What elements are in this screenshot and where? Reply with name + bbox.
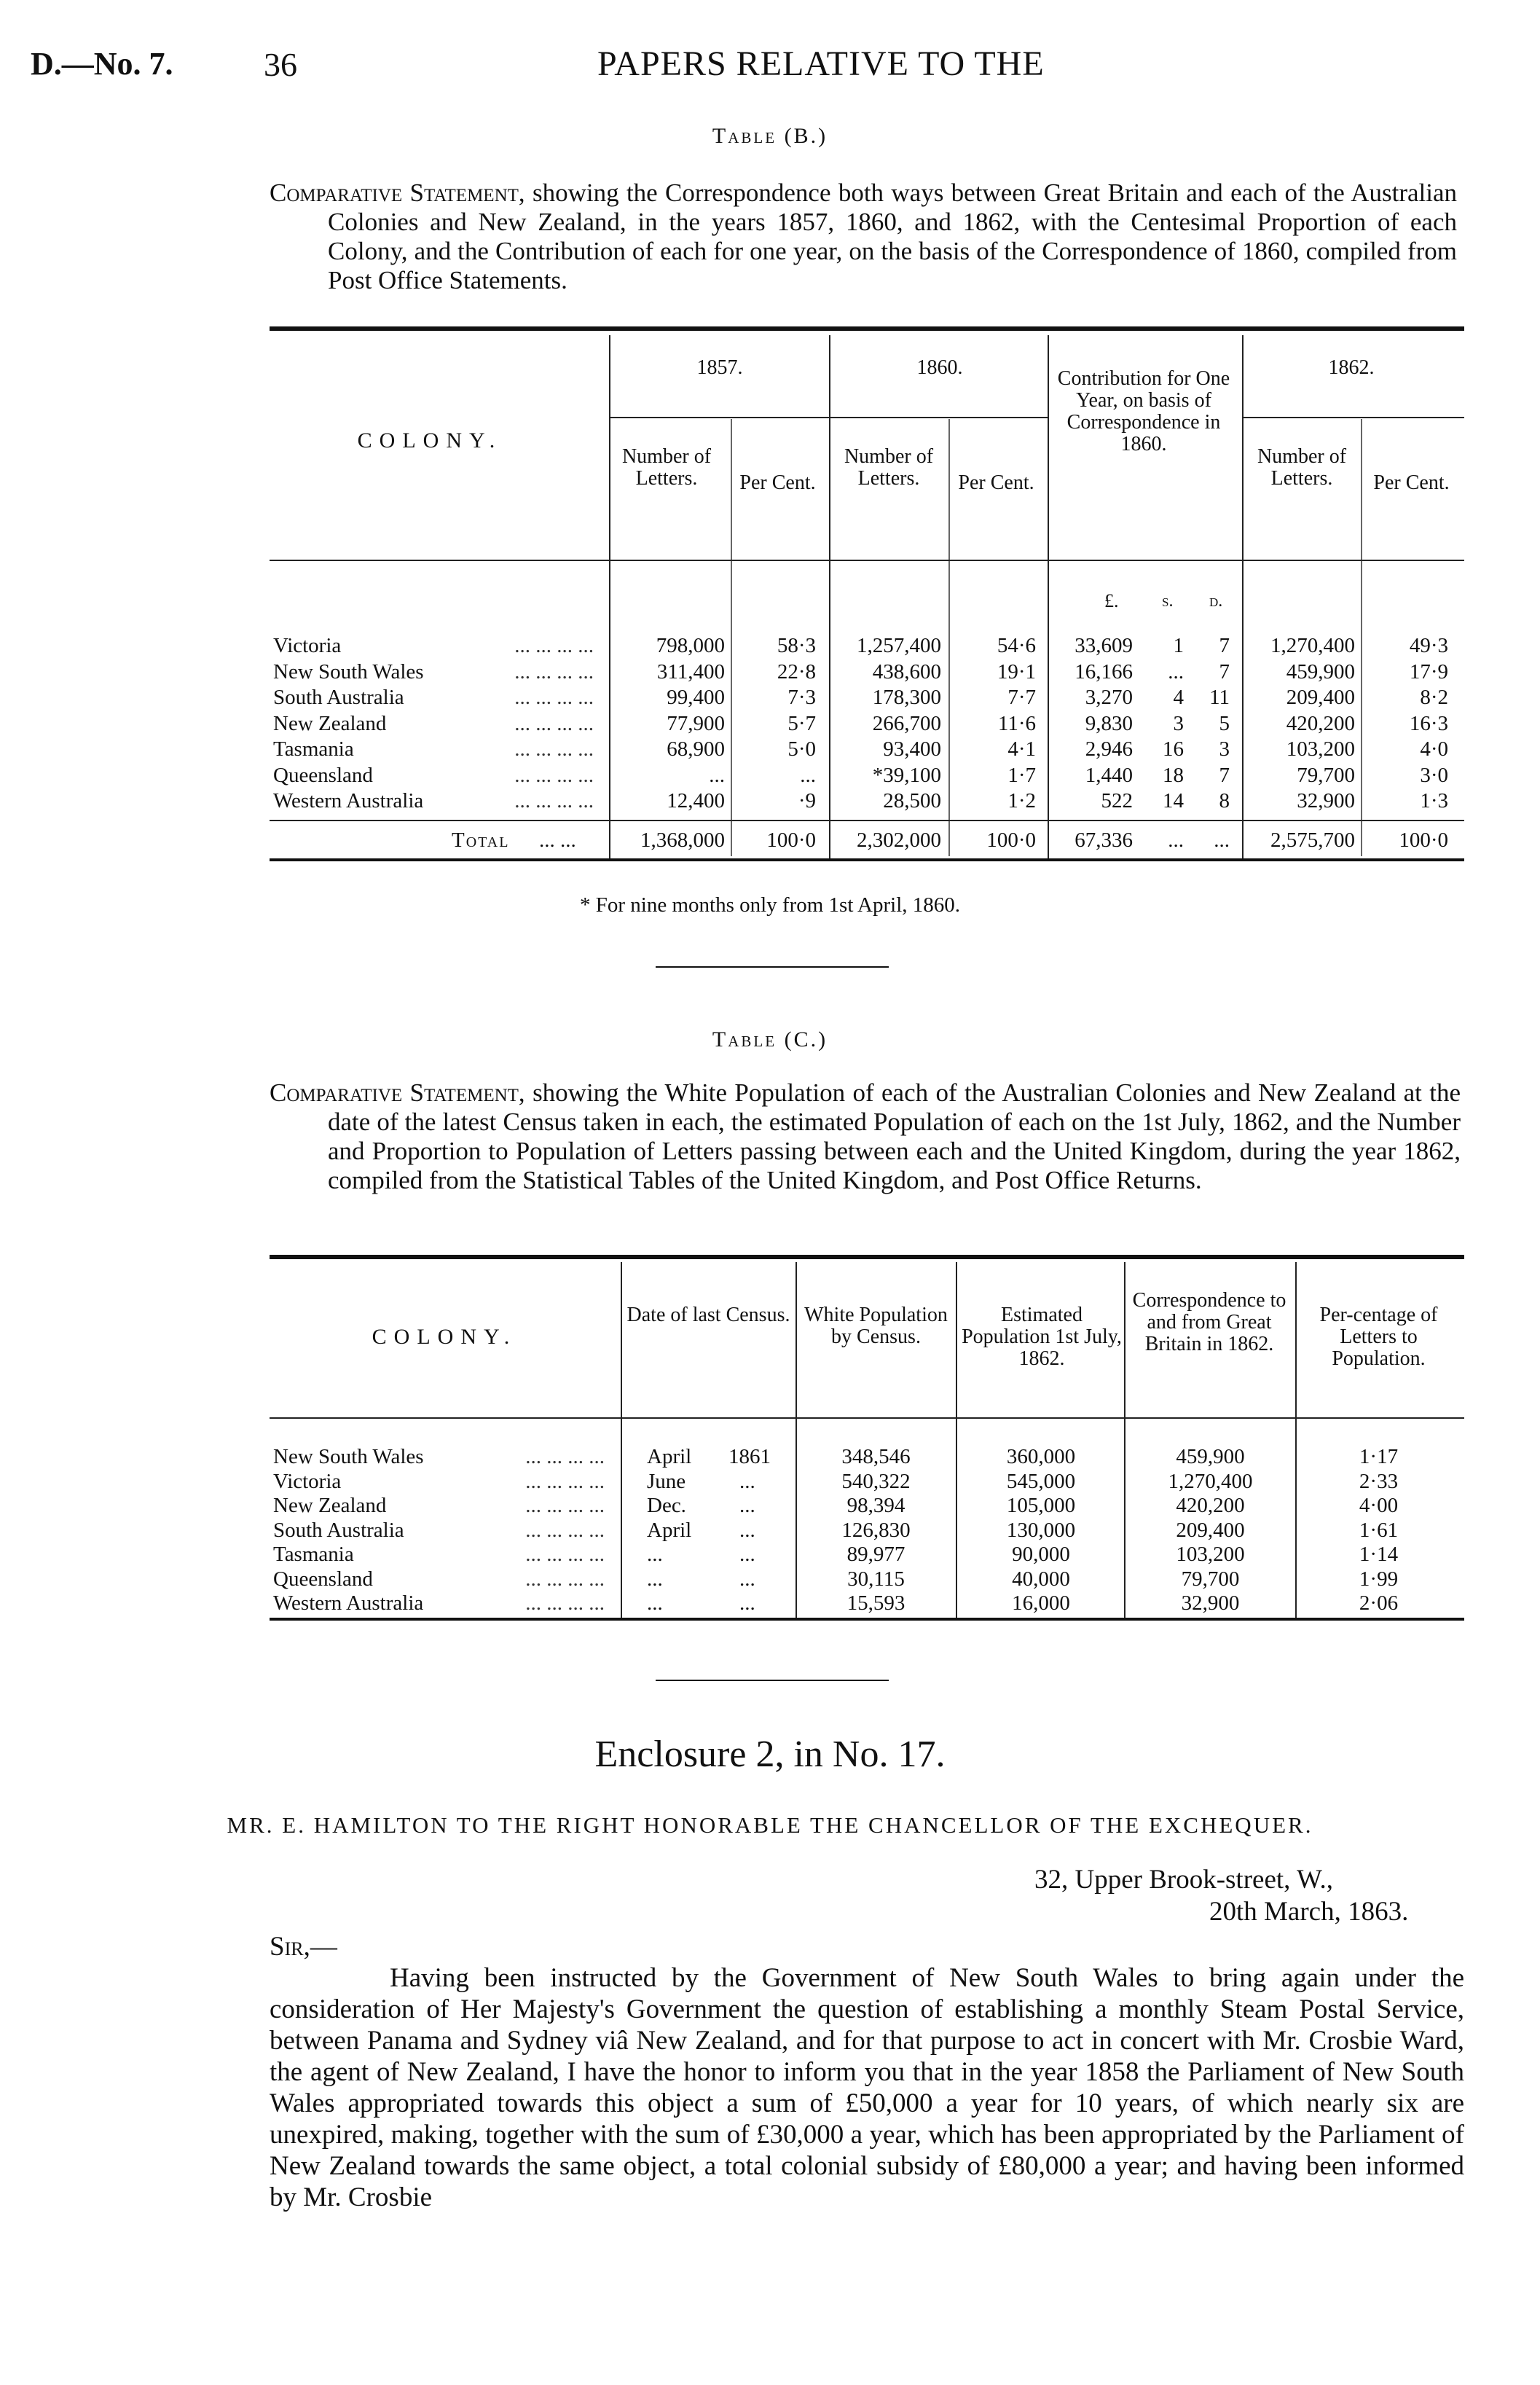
table-b-pence: 7 xyxy=(1219,659,1230,684)
table-c-correspondence: 420,200 xyxy=(1176,1494,1245,1517)
table-c-white-population: 89,977 xyxy=(846,1543,905,1566)
table-c-census-month: ... xyxy=(647,1591,663,1615)
table-b-1860-percent: 7·7 xyxy=(1007,686,1036,709)
table-c-colony-name: Queensland xyxy=(273,1567,373,1591)
table-b-1862-letters: 420,200 xyxy=(1286,711,1355,735)
table-b-1857-percent-header: Per Cent. xyxy=(739,471,816,494)
table-c-colony-name: South Australia xyxy=(273,1518,404,1542)
table-b-year-1862: 1862. xyxy=(1328,356,1375,379)
table-b-1860-percent: 19·1 xyxy=(997,659,1036,684)
table-b-total-pounds: 67,336 xyxy=(1075,829,1133,852)
table-b-1860-percent: 1·7 xyxy=(1007,763,1036,787)
table-b-1862-percent: 49·3 xyxy=(1409,634,1448,657)
table-c-white-population: 30,115 xyxy=(847,1567,905,1591)
table-b-total-label: Total xyxy=(452,829,510,852)
table-c-estimated-population: 40,000 xyxy=(1012,1567,1070,1591)
table-c-white-population: 540,322 xyxy=(841,1469,911,1493)
table-c-divider xyxy=(795,1262,797,1619)
table-c-colony-name: Tasmania xyxy=(273,1543,354,1566)
table-c-caption-text: showing the White Population of each of the Australian Colonies and New Zealand at the date of the latest Census taken in each, the estimated Population of each on the 1st July, 1862, and the Number and Proportion to Population of Letters passing between each and the United Kingdom, during the year 1862, compiled from the Statistical Tables of the United Kingdom, and Post Office Returns. xyxy=(328,1078,1461,1194)
table-c-date-header: Date of last Census. xyxy=(626,1304,790,1326)
table-c-percentage: 1·99 xyxy=(1359,1567,1399,1591)
table-b-1862-letters-header: Number of Letters. xyxy=(1257,445,1347,490)
table-b-pence: 3 xyxy=(1219,737,1230,761)
table-b-total-1860-percent: 100·0 xyxy=(986,829,1036,852)
table-b-leader-dots: ... ... ... ... xyxy=(514,763,594,787)
table-b-1862-percent: 1·3 xyxy=(1420,789,1448,812)
table-b-pence: 7 xyxy=(1219,763,1230,787)
table-c-estimated-population: 130,000 xyxy=(1006,1518,1076,1542)
table-b-leader-dots: ... ... ... ... xyxy=(514,789,594,812)
table-c-correspondence: 459,900 xyxy=(1176,1445,1245,1468)
page-title: PAPERS RELATIVE TO THE xyxy=(597,44,1045,83)
table-b-colony-name: South Australia xyxy=(273,686,404,709)
table-c-census-year: ... xyxy=(739,1518,755,1542)
letter-body: Having been instructed by the Government of New South Wales to bring again under the consideration of Her Majesty's Government the question of establishing a monthly Steam Postal Service, between Panama and Sydney viâ New Zealand, and for that purpose to act in concert with Mr. Crosbie Ward, the agent of New Zealand, I have the honor to inform you that in the year 1858 the Parliament of New South Wales appropriated towards this object a sum of £50,000 a year for 10 years, of which nearly six are unexpired, making, together with the sum of £30,000 a year, which has been appropriated by the Parliament of New Zealand towards the same object, a total colonial subsidy of £80,000 a year; and having been informed by Mr. Crosbie xyxy=(270,1963,1464,2212)
table-b-colony-name: New South Wales xyxy=(273,659,424,684)
table-c-census-year: ... xyxy=(739,1469,755,1493)
table-b-1862-letters: 459,900 xyxy=(1286,659,1355,684)
table-b-colony-name: New Zealand xyxy=(273,711,387,735)
table-c-census-year: ... xyxy=(739,1591,755,1615)
table-c-census-month: April xyxy=(647,1445,692,1468)
table-b-total-rule xyxy=(270,820,1464,821)
table-b-year-1860: 1860. xyxy=(916,356,963,379)
table-c-census-month: ... xyxy=(647,1543,663,1566)
table-b-1860-letters-header: Number of Letters. xyxy=(844,445,934,490)
table-b-leader-dots: ... ... ... ... xyxy=(514,737,594,761)
table-b-1860-letters: *39,100 xyxy=(872,763,941,787)
table-b-1862-letters: 1,270,400 xyxy=(1270,634,1355,657)
table-b-pounds: 33,609 xyxy=(1075,634,1133,657)
table-b-1857-percent: 7·3 xyxy=(787,686,816,709)
table-b-leader-dots: ... ... xyxy=(539,829,576,852)
table-b-leader-dots: ... ... ... ... xyxy=(514,634,594,657)
table-b-pounds: 1,440 xyxy=(1085,763,1133,787)
table-b-1857-letters: 77,900 xyxy=(667,711,725,735)
table-b-total-1860-letters: 2,302,000 xyxy=(857,829,941,852)
table-c-estimated-population: 545,000 xyxy=(1006,1469,1076,1493)
table-b-subrule xyxy=(1244,417,1464,418)
letter-place: 32, Upper Brook-street, W., xyxy=(1034,1865,1334,1895)
table-b-contribution-header: Contribution for One Year, on basis of Correspondence in 1860. xyxy=(1057,367,1230,455)
table-b-1860-letters: 266,700 xyxy=(872,711,941,735)
table-b-pounds-unit: £. xyxy=(1104,590,1119,611)
table-c-correspondence: 32,900 xyxy=(1181,1591,1240,1615)
page-number: 36 xyxy=(264,46,297,83)
table-c-leader-dots: ... ... ... ... xyxy=(525,1567,605,1591)
table-b-1862-percent: 16·3 xyxy=(1409,711,1448,735)
table-c-estimated-population: 360,000 xyxy=(1006,1445,1076,1468)
table-b-label: Table (B.) xyxy=(712,124,828,148)
table-b-1860-percent: 54·6 xyxy=(997,634,1036,657)
table-b-1862-percent: 4·0 xyxy=(1420,737,1448,761)
table-b-pence: 11 xyxy=(1209,686,1230,709)
table-b-pounds: 2,946 xyxy=(1085,737,1133,761)
table-c-estimated-population: 16,000 xyxy=(1012,1591,1070,1615)
table-c-top-rule xyxy=(270,1255,1464,1259)
table-c-census-year: ... xyxy=(739,1567,755,1591)
table-b-divider xyxy=(1242,335,1244,860)
table-c-census-year: 1861 xyxy=(728,1445,771,1468)
table-b-pence: 8 xyxy=(1219,789,1230,812)
table-b-1857-letters: 12,400 xyxy=(667,789,725,812)
table-b-divider xyxy=(1361,419,1362,856)
table-b-year-1857: 1857. xyxy=(696,356,743,379)
table-b-1857-percent: ... xyxy=(800,763,816,787)
table-b-1857-letters: 798,000 xyxy=(656,634,725,657)
table-b-1862-percent: 17·9 xyxy=(1409,659,1448,684)
table-c-percentage-header: Per-centage of Letters to Population. xyxy=(1319,1304,1438,1370)
enclosure-title: Enclosure 2, in No. 17. xyxy=(594,1734,946,1775)
table-b-header-rule xyxy=(270,560,1464,561)
table-b-pence: 5 xyxy=(1219,711,1230,735)
table-c-percentage: 1·61 xyxy=(1359,1518,1399,1542)
table-b-caption xyxy=(270,179,1457,295)
table-b-1857-percent: 5·0 xyxy=(787,737,816,761)
table-b-colony-name: Queensland xyxy=(273,763,373,787)
table-b-1857-percent: 58·3 xyxy=(777,634,816,657)
table-b-1860-percent: 1·2 xyxy=(1007,789,1036,812)
table-b-1860-letters: 28,500 xyxy=(883,789,941,812)
table-c-correspondence-header: Correspondence to and from Great Britain in 1862. xyxy=(1132,1289,1286,1355)
table-c-census-month: ... xyxy=(647,1567,663,1591)
table-c-white-population: 348,546 xyxy=(841,1445,911,1468)
document-reference: D.—No. 7. xyxy=(31,46,173,82)
table-b-1862-letters: 32,900 xyxy=(1297,789,1355,812)
table-c-leader-dots: ... ... ... ... xyxy=(525,1591,605,1615)
table-b-1862-letters: 79,700 xyxy=(1297,763,1355,787)
table-b-pounds: 9,830 xyxy=(1085,711,1133,735)
table-b-1860-letters: 1,257,400 xyxy=(857,634,941,657)
table-b-1857-letters-header: Number of Letters. xyxy=(621,445,712,490)
table-b-1860-letters: 178,300 xyxy=(872,686,941,709)
table-c-divider xyxy=(621,1262,622,1619)
table-b-1857-letters: 68,900 xyxy=(667,737,725,761)
table-b-total-1862-letters: 2,575,700 xyxy=(1270,829,1355,852)
table-b-1857-letters: 311,400 xyxy=(656,659,725,684)
table-c-leader-dots: ... ... ... ... xyxy=(525,1518,605,1542)
table-c-percentage: 2·33 xyxy=(1359,1469,1399,1493)
table-b-subrule xyxy=(830,417,1048,418)
table-c-leader-dots: ... ... ... ... xyxy=(525,1469,605,1493)
table-b-pence: 7 xyxy=(1219,634,1230,657)
letter-address: MR. E. HAMILTON TO THE RIGHT HONORABLE THE CHANCELLOR OF THE EXCHEQUER. xyxy=(227,1812,1313,1838)
table-b-colony-name: Tasmania xyxy=(273,737,354,761)
table-c-colony-name: Victoria xyxy=(273,1469,342,1493)
table-b-leader-dots: ... ... ... ... xyxy=(514,659,594,684)
table-c-colony-name: Western Australia xyxy=(273,1591,424,1615)
table-b-leader-dots: ... ... ... ... xyxy=(514,711,594,735)
table-c-estimated-header: Estimated Population 1st July, 1862. xyxy=(962,1304,1122,1370)
table-b-divider xyxy=(948,419,950,856)
table-b-total-1857-letters: 1,368,000 xyxy=(640,829,725,852)
table-c-label: Table (C.) xyxy=(712,1027,828,1051)
table-b-total-shillings: ... xyxy=(1168,829,1184,852)
table-c-header-rule xyxy=(270,1417,1464,1419)
table-c-white-population: 15,593 xyxy=(846,1591,905,1615)
table-b-total-pence: ... xyxy=(1214,829,1230,852)
table-b-divider xyxy=(609,335,610,860)
table-b-1860-percent: 11·6 xyxy=(997,711,1036,735)
table-b-1862-letters: 103,200 xyxy=(1286,737,1355,761)
table-c-percentage: 4·00 xyxy=(1359,1494,1399,1517)
table-c-census-month: Dec. xyxy=(647,1494,686,1517)
table-c-leader-dots: ... ... ... ... xyxy=(525,1543,605,1566)
table-c-white-header: White Population by Census. xyxy=(804,1304,948,1348)
table-b-1862-percent: 8·2 xyxy=(1420,686,1448,709)
table-b-shillings: 18 xyxy=(1163,763,1184,787)
table-b-shillings: ... xyxy=(1168,659,1184,684)
table-b-caption-lead: Comparative Statement, xyxy=(270,179,525,207)
table-b-caption-text: showing the Correspondence both ways between Great Britain and each of the Australian Colonies and New Zealand, in the years 1857, 1860, and 1862, with the Centesimal Proportion of each Colony, and the Contribution of each for one year, on the basis of the Correspondence of 1860, compiled from Post Office Statements. xyxy=(328,179,1457,294)
table-c-correspondence: 103,200 xyxy=(1176,1543,1245,1566)
table-b-1857-letters: ... xyxy=(709,763,725,787)
table-b-divider xyxy=(731,419,732,856)
table-c-census-year: ... xyxy=(739,1543,755,1566)
letter-salutation: Sir,— xyxy=(270,1932,337,1962)
table-b-1860-percent: 4·1 xyxy=(1007,737,1036,761)
table-b-1862-letters: 209,400 xyxy=(1286,686,1355,709)
table-b-bottom-rule xyxy=(270,858,1464,861)
table-b-divider xyxy=(829,335,830,860)
table-c-census-month: June xyxy=(647,1469,686,1493)
table-b-top-rule xyxy=(270,326,1464,331)
table-b-pounds: 3,270 xyxy=(1085,686,1133,709)
table-c-caption-lead: Comparative Statement, xyxy=(270,1078,525,1107)
table-b-1860-letters: 93,400 xyxy=(883,737,941,761)
table-c-caption xyxy=(270,1078,1461,1195)
table-c-colony-name: New Zealand xyxy=(273,1494,387,1517)
separator xyxy=(656,966,889,968)
table-c-white-population: 126,830 xyxy=(841,1518,911,1542)
table-b-divider xyxy=(1048,335,1049,860)
table-b-shillings-unit: s. xyxy=(1162,592,1174,611)
table-b-total-1857-percent: 100·0 xyxy=(766,829,816,852)
table-c-white-population: 98,394 xyxy=(846,1494,905,1517)
table-b-shillings: 4 xyxy=(1173,686,1184,709)
table-b-1860-percent-header: Per Cent. xyxy=(958,471,1034,494)
table-c-correspondence: 209,400 xyxy=(1176,1518,1245,1542)
table-b-footnote: * For nine months only from 1st April, 1860. xyxy=(580,893,960,917)
table-b-colony-header: COLONY. xyxy=(357,428,503,453)
table-c-percentage: 2·06 xyxy=(1359,1591,1399,1615)
table-c-estimated-population: 105,000 xyxy=(1006,1494,1076,1517)
table-c-leader-dots: ... ... ... ... xyxy=(525,1445,605,1468)
table-b-1860-letters: 438,600 xyxy=(872,659,941,684)
table-c-percentage: 1·14 xyxy=(1359,1543,1399,1566)
table-c-correspondence: 79,700 xyxy=(1181,1567,1240,1591)
table-b-shillings: 14 xyxy=(1163,789,1184,812)
letter-date: 20th March, 1863. xyxy=(1209,1897,1409,1927)
table-c-census-month: April xyxy=(647,1518,692,1542)
table-b-1857-letters: 99,400 xyxy=(667,686,725,709)
table-b-shillings: 3 xyxy=(1173,711,1184,735)
table-b-pounds: 522 xyxy=(1101,789,1133,812)
table-c-estimated-population: 90,000 xyxy=(1012,1543,1070,1566)
separator xyxy=(656,1680,889,1681)
table-b-1857-percent: 5·7 xyxy=(787,711,816,735)
table-b-total-1862-percent: 100·0 xyxy=(1399,829,1448,852)
table-c-census-year: ... xyxy=(739,1494,755,1517)
table-b-shillings: 1 xyxy=(1173,634,1184,657)
table-b-1857-percent: 22·8 xyxy=(777,659,816,684)
table-c-divider xyxy=(956,1262,957,1619)
table-b-shillings: 16 xyxy=(1163,737,1184,761)
table-b-1862-percent: 3·0 xyxy=(1420,763,1448,787)
table-c-colony-name: New South Wales xyxy=(273,1445,424,1468)
table-b-colony-name: Victoria xyxy=(273,634,342,657)
table-c-percentage: 1·17 xyxy=(1359,1445,1399,1468)
table-b-leader-dots: ... ... ... ... xyxy=(514,686,594,709)
table-b-colony-name: Western Australia xyxy=(273,789,424,812)
table-b-subrule xyxy=(610,417,829,418)
table-c-leader-dots: ... ... ... ... xyxy=(525,1494,605,1517)
table-b-pounds: 16,166 xyxy=(1075,659,1133,684)
table-c-correspondence: 1,270,400 xyxy=(1168,1469,1253,1493)
table-c-bottom-rule xyxy=(270,1618,1464,1621)
table-b-1862-percent-header: Per Cent. xyxy=(1373,471,1450,494)
table-b-1857-percent: ·9 xyxy=(798,789,816,812)
table-c-colony-header: COLONY. xyxy=(372,1325,517,1349)
table-b-pence-unit: d. xyxy=(1209,592,1223,611)
